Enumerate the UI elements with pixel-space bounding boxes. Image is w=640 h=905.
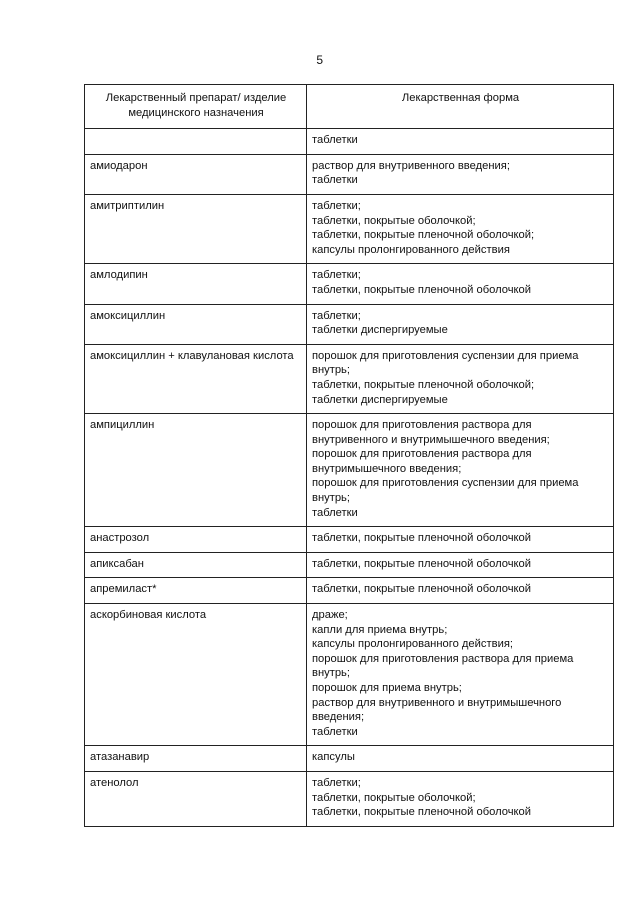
drug-name: анастрозол — [90, 532, 150, 545]
dosage-form-line: порошок для приготовления суспензии для приема внутрь; — [312, 477, 579, 505]
dosage-form-line: таблетки диспергируемые — [312, 324, 448, 337]
dosage-form-line: таблетки; — [312, 269, 361, 282]
drug-name: ампициллин — [90, 419, 155, 432]
dosage-form-line: драже; — [312, 609, 348, 622]
dosage-form-cell — [307, 552, 614, 578]
drug-name-cell — [85, 154, 307, 194]
drug-table — [84, 84, 614, 827]
dosage-form-line: таблетки, покрытые оболочкой; — [312, 214, 476, 227]
drug-name: амоксициллин — [90, 309, 166, 322]
dosage-form-cell — [307, 578, 614, 604]
dosage-form-cell — [307, 771, 614, 826]
drug-name-cell — [85, 552, 307, 578]
drug-name-cell — [85, 304, 307, 344]
drug-name-cell — [85, 129, 307, 155]
dosage-form-cell — [307, 604, 614, 746]
table-row — [85, 304, 614, 344]
table-header-row — [85, 85, 614, 129]
dosage-form-line: таблетки диспергируемые — [312, 393, 448, 406]
dosage-form-line: капсулы пролонгированного действия — [312, 243, 510, 256]
table-row — [85, 344, 614, 413]
table-row — [85, 194, 614, 263]
drug-name-cell — [85, 527, 307, 553]
dosage-form-line: таблетки, покрытые пленочной оболочкой; — [312, 378, 535, 391]
dosage-form-line: порошок для приготовления суспензии для приема внутрь; — [312, 349, 579, 377]
dosage-form-line: таблетки — [312, 725, 358, 738]
dosage-form-line: порошок для приема внутрь; — [312, 682, 462, 694]
dosage-form-line: таблетки; — [312, 199, 361, 212]
table-row — [85, 771, 614, 826]
drug-name-cell — [85, 414, 307, 527]
dosage-form-line: раствор для внутривенного и внутримышечного введения; — [312, 696, 562, 724]
drug-name-cell — [85, 264, 307, 304]
dosage-form-line: таблетки, покрытые пленочной оболочкой — [312, 532, 532, 545]
dosage-form-line: таблетки — [312, 506, 358, 519]
dosage-form-cell — [307, 746, 614, 772]
dosage-form-line: таблетки, покрытые пленочной оболочкой — [312, 557, 532, 570]
drug-name: апиксабан — [90, 557, 144, 570]
dosage-form-cell — [307, 129, 614, 155]
table-row — [85, 552, 614, 578]
dosage-form-line: раствор для внутривенного введения; — [312, 159, 510, 172]
dosage-form-line: таблетки, покрытые пленочной оболочкой — [312, 583, 532, 596]
dosage-form-line: таблетки, покрытые оболочкой; — [312, 791, 476, 804]
table-row — [85, 578, 614, 604]
dosage-form-line: капсулы пролонгированного действия; — [312, 638, 513, 651]
drug-name: аскорбиновая кислота — [90, 609, 207, 622]
dosage-form-line: порошок для приготовления раствора для приема внутрь; — [312, 652, 574, 680]
drug-name-cell — [85, 771, 307, 826]
dosage-form-cell — [307, 264, 614, 304]
dosage-form-cell — [307, 527, 614, 553]
table-row — [85, 527, 614, 553]
dosage-form-line: таблетки; — [312, 776, 361, 789]
dosage-form-line: таблетки, покрытые пленочной оболочкой; — [312, 229, 535, 242]
dosage-form-line: таблетки — [312, 134, 358, 147]
drug-name: амлодипин — [90, 269, 148, 282]
table-row — [85, 414, 614, 527]
drug-name: атазанавир — [90, 751, 150, 764]
dosage-form-line: порошок для приготовления раствора для внутривенного и внутримышечного введения; — [312, 419, 550, 446]
table-row — [85, 604, 614, 746]
dosage-form-cell — [307, 414, 614, 527]
table-row — [85, 154, 614, 194]
drug-name-cell — [85, 604, 307, 746]
dosage-form-cell — [307, 344, 614, 413]
drug-name-cell — [85, 746, 307, 772]
dosage-form-cell — [307, 154, 614, 194]
page-number: 5 — [316, 53, 324, 67]
drug-name: апремиласт* — [90, 583, 157, 596]
column-header-drug: Лекарственный препарат/ изделие медицинского назначения — [85, 85, 307, 129]
dosage-form-line: таблетки — [312, 174, 358, 187]
drug-name: амиодарон — [90, 159, 148, 172]
dosage-form-line: таблетки, покрытые пленочной оболочкой — [312, 283, 532, 296]
drug-name: амитриптилин — [90, 199, 165, 212]
dosage-form-cell — [307, 194, 614, 263]
table-body — [85, 129, 614, 827]
dosage-form-line: таблетки, покрытые пленочной оболочкой — [312, 806, 532, 819]
table-row — [85, 129, 614, 155]
dosage-form-line: порошок для приготовления раствора для внутримышечного введения; — [312, 448, 532, 475]
table-row — [85, 264, 614, 304]
drug-name-cell — [85, 344, 307, 413]
dosage-form-cell — [307, 304, 614, 344]
dosage-form-line: капсулы — [312, 751, 355, 764]
table-row — [85, 746, 614, 772]
drug-name-cell — [85, 578, 307, 604]
drug-name-cell — [85, 194, 307, 263]
drug-name: амоксициллин + клавулановая кислота — [90, 349, 294, 362]
dosage-form-line: таблетки; — [312, 309, 361, 322]
column-header-form: Лекарственная форма — [307, 85, 614, 129]
drug-name: атенолол — [90, 776, 139, 789]
dosage-form-line: капли для приема внутрь; — [312, 623, 448, 636]
